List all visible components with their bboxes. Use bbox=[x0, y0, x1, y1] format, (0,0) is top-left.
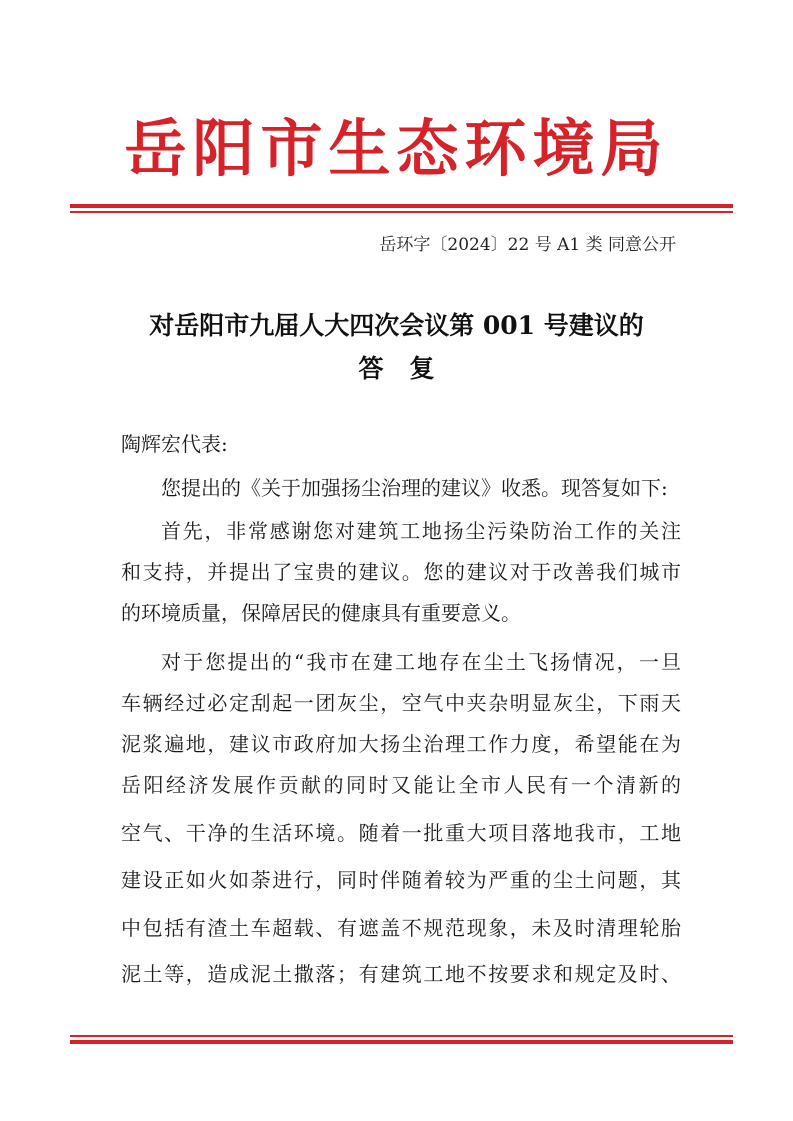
header-rule-thin bbox=[70, 211, 733, 213]
document-title-line-2: 答复 bbox=[358, 354, 461, 383]
document-number: 岳环字〔2024〕22 号 A1 类 同意公开 bbox=[379, 235, 676, 255]
body-line: 中包括有渣土车超载、有遮盖不规范现象，未及时清理轮胎 bbox=[121, 916, 681, 940]
body-line: 空气、干净的生活环境。随着一批重大项目落地我市，工地 bbox=[121, 821, 681, 845]
body-line: 对于您提出的“我市在建工地存在尘土飞扬情况，一旦 bbox=[161, 650, 681, 674]
body-line: 岳阳经济发展作贡献的同时又能让全市人民有一个清新的 bbox=[121, 773, 681, 797]
salutation: 陶辉宏代表: bbox=[121, 432, 228, 456]
body-line: 车辆经过必定刮起一团灰尘，空气中夹杂明显灰尘，下雨天 bbox=[121, 691, 681, 715]
body-line: 建设正如火如荼进行，同时伴随着较为严重的尘土问题，其 bbox=[121, 868, 681, 892]
footer-rule-thick bbox=[70, 1040, 733, 1044]
letterhead-title: 岳阳市生态环境局 bbox=[124, 112, 669, 185]
body-line: 和支持，并提出了宝贵的建议。您的建议对于改善我们城市 bbox=[121, 560, 681, 584]
document-title-line-1: 对岳阳市九届人大四次会议第 001 号建议的 bbox=[149, 311, 644, 340]
footer-rule-thin bbox=[70, 1035, 733, 1037]
body-line: 的环境质量，保障居民的健康具有重要意义。 bbox=[121, 601, 521, 625]
body-line: 泥浆遍地，建议市政府加大扬尘治理工作力度，希望能在为 bbox=[121, 732, 681, 756]
body-line: 您提出的《关于加强扬尘治理的建议》收悉。现答复如下: bbox=[161, 476, 668, 500]
body-line: 首先，非常感谢您对建筑工地扬尘污染防治工作的关注 bbox=[161, 519, 681, 543]
body-line: 泥土等，造成泥土撒落；有建筑工地不按要求和规定及时、 bbox=[121, 962, 681, 986]
header-rule-thick bbox=[70, 204, 733, 208]
